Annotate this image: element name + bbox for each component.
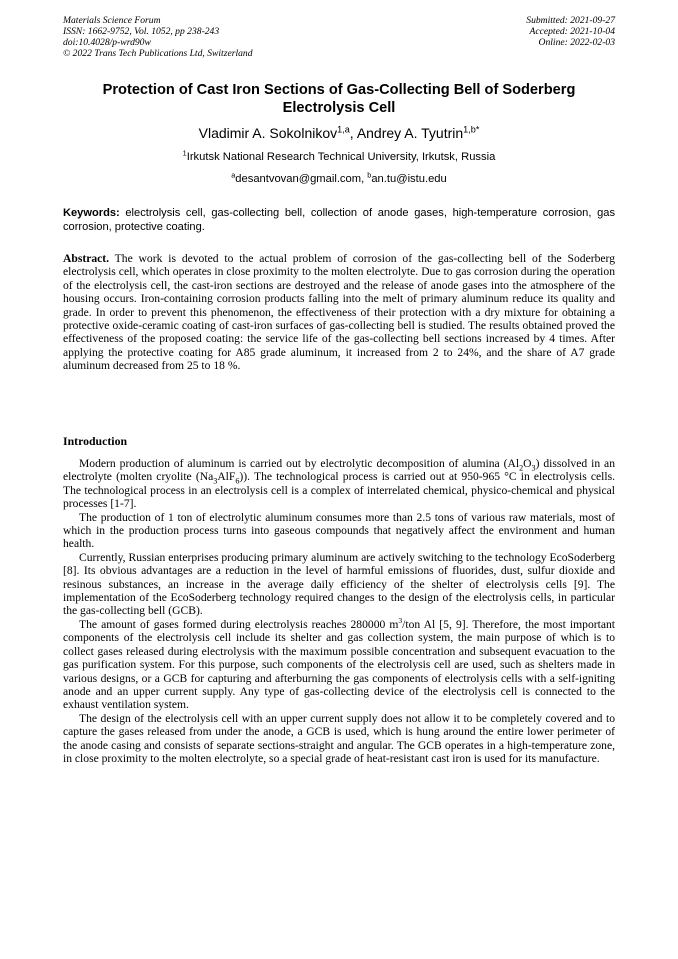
- text-run: /ton Al [5, 9]. Therefore, the most important components of the electrolysis cell include its shelter and gas collection system, the main purpose of which is to collect gases released during electrolysis with the maximum possible concentration and subsequent evacuation to the gas purification system. For this purpose, such components of the electrolysis cell are used, such as shelters made in various designs, or a GCB for capturing and afterburning the gas components of electrolysis cells with a self-igniting anode and an upper current supply. Any type of gas-collecting device of the electrolysis cell is connected to the exhaust ventilation system.: [63, 617, 615, 712]
- subscript: 3: [531, 463, 536, 473]
- author-name: Andrey A. Tyutrin: [356, 125, 464, 141]
- keywords-block: [63, 206, 615, 235]
- abstract-label: Abstract.: [63, 252, 110, 265]
- author-list: [63, 124, 615, 142]
- affiliation-mark: 1: [182, 148, 187, 158]
- section-heading-introduction: Introduction: [63, 434, 128, 448]
- journal-info: [63, 15, 253, 59]
- text-run: Modern production of aluminum is carried out by electrolytic decomposition of alumina (Al: [79, 457, 520, 470]
- superscript: 3: [398, 616, 403, 626]
- email-mark: b: [367, 170, 372, 180]
- email-address: an.tu@istu.edu: [371, 173, 447, 185]
- author-affiliation-mark: 1,a: [337, 124, 350, 135]
- issn-line: ISSN: 1662-9752, Vol. 1052, pp 238-243: [63, 26, 220, 38]
- submission-dates: [526, 15, 615, 48]
- affiliation-text: Irkutsk National Research Technical University, Irkutsk, Russia: [186, 151, 496, 163]
- subscript: 3: [213, 476, 218, 486]
- paragraph: [63, 618, 615, 712]
- email-address: desantvovan@gmail.com: [235, 173, 362, 185]
- keywords-label: Keywords:: [63, 207, 120, 219]
- text-run: )). The technological process is carried out at 950-965 °C in electrolysis cells. The technological process in an electrolysis cell is a complex of interrelated chemical, physico-chemical and physical processes [1-7].: [63, 470, 616, 511]
- email-mark: a: [231, 170, 236, 180]
- email-separator: ,: [361, 173, 368, 185]
- accepted-date: Accepted: 2021-10-04: [529, 26, 615, 38]
- keywords-text: electrolysis cell, gas-collecting bell, collection of anode gases, high-temperature corrosion, gas corrosion, protective coating.: [63, 207, 615, 234]
- introduction-body: [63, 457, 615, 765]
- paragraph: Currently, Russian enterprises producing primary aluminum are actively switching to the technology EcoSoderberg [8]. Its obvious advantages are a reduction in the level of harmful emissions of fluorides, dust, sulfur dioxide and resinous substances, an increase in the average daily efficiency of the shelter of electrolysis cells [9]. The implementation of the EcoSoderberg technology required changes to the design of the electrolysis cells, in particular the gas-collecting bell (GCB).: [63, 550, 615, 618]
- text-run: O: [523, 457, 532, 470]
- paper-title: Protection of Cast Iron Sections of Gas-Collecting Bell of Soderberg Electrolysis Cell: [102, 82, 576, 116]
- paragraph: The production of 1 ton of electrolytic aluminum consumes more than 2.5 tons of various raw materials, most of which in the production process turns into gaseous compounds that negatively affect the environment and human health.: [63, 510, 615, 551]
- abstract-text: The work is devoted to the actual problem of corrosion of the gas-collecting bell of the Soderberg electrolysis cell, which operates in close proximity to the molten electrolyte. Due to gas corrosion during the operation of the electrolysis cell, the cast-iron sections are destroyed and the release of anode gases into the atmosphere of the housing occurs. Iron-containing corrosion products falling into the melt of primary aluminum reduce its quality and grade. In order to prevent this phenomenon, the effectiveness of their protection with a dry mixture for obtaining a protective oxide-ceramic coating of cast-iron surfaces of gas-collecting bell is studied. The results obtained proved the effectiveness of the proposed coating: the service life of the gas-collecting bell sections increased by 4 times. After applying the protective coating for A85 grade aluminum, it increased from 2 to 24%, and the share of A7 grade aluminum decreased from 25 to 18 %.: [63, 252, 615, 373]
- text-run: ) dissolved in an electrolyte (molten cryolite (Na: [63, 457, 615, 484]
- author-name: Vladimir A. Sokolnikov: [198, 125, 338, 141]
- doi-line: doi:10.4028/p-wrd90w: [63, 37, 151, 49]
- subscript: 2: [519, 463, 524, 473]
- online-date: Online: 2022-02-03: [538, 37, 615, 49]
- paragraph: The design of the electrolysis cell with an upper current supply does not allow it to be completely covered and to capture the gases released from under the anode, a GCB is used, which is hung around the entire lower perimeter of the anode casing and consists of separate sections-straight and angular. The GCB operates in a high-temperature zone, in close proximity to the molten electrolyte, so a special grade of heat-resistant cast iron is used for its manufacture.: [63, 711, 615, 765]
- submitted-date: Submitted: 2021-09-27: [526, 15, 615, 26]
- text-run: The amount of gases formed during electrolysis reaches 280000 m: [79, 617, 399, 631]
- author-separator: ,: [349, 125, 357, 141]
- author-emails: [63, 172, 615, 186]
- author-affiliation-mark: 1,b*: [463, 124, 480, 135]
- affiliation: [63, 150, 615, 164]
- journal-name: Materials Science Forum: [63, 15, 161, 26]
- paragraph: [63, 457, 615, 511]
- text-run: AlF: [217, 470, 236, 484]
- abstract-block: [63, 252, 615, 373]
- copyright-line: © 2022 Trans Tech Publications Ltd, Switzerland: [63, 48, 253, 60]
- subscript: 6: [235, 476, 240, 486]
